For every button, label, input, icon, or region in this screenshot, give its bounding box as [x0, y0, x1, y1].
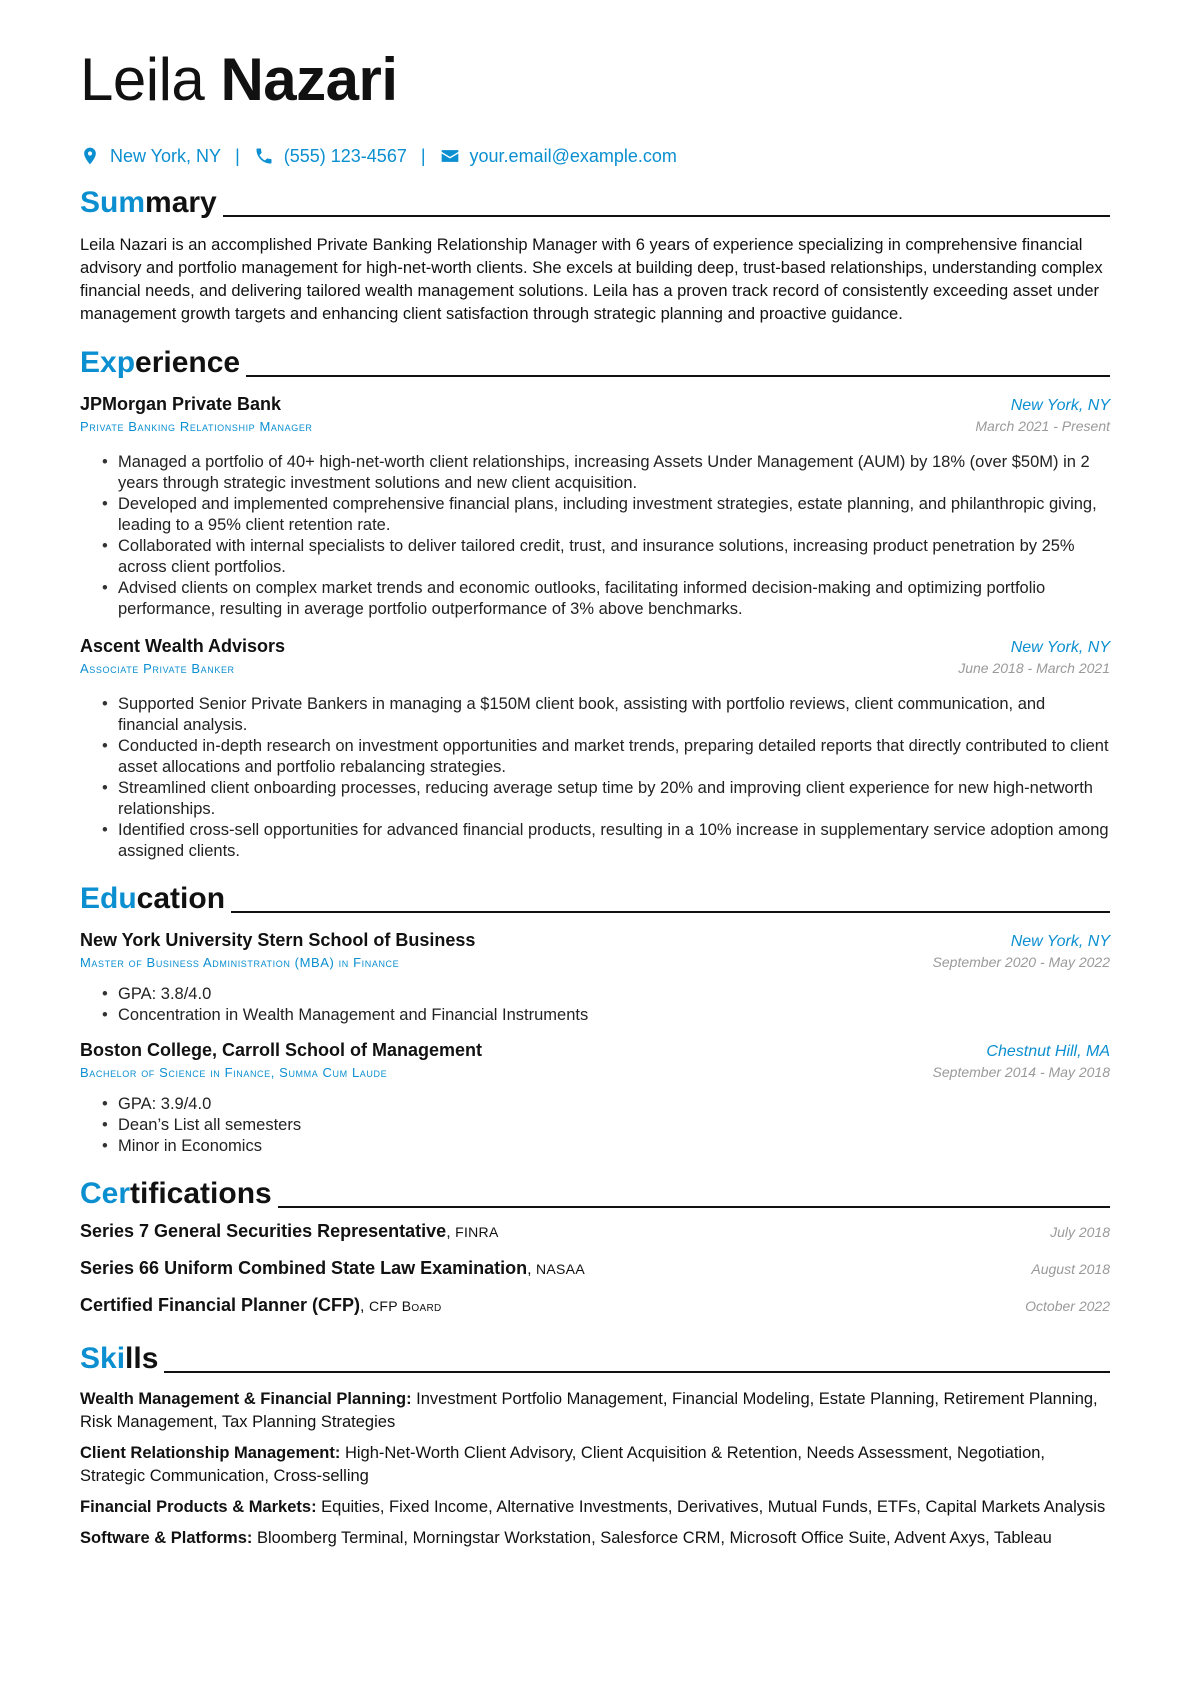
skill-group [80, 1527, 1110, 1550]
list-item: • Supported Senior Private Bankers in managing a $150M client book, assisting with portfolio reviews, client communication, and financial analysis. [118, 694, 1110, 736]
bullet-list [80, 984, 1110, 1026]
skill-group [80, 1442, 1110, 1488]
list-item: • Developed and implemented comprehensive financial plans, including investment strategies, estate planning, and philanthropic giving, leading to a 95% client retention rate. [118, 494, 1110, 536]
section-rule [278, 1206, 1110, 1208]
entry-dates: September 2014 - May 2018 [932, 1064, 1110, 1080]
section-title: Experience [80, 346, 241, 379]
school-name: Boston College, Carroll School of Management [80, 1040, 483, 1060]
cert-name: Series 7 General Securities Representative [80, 1221, 447, 1241]
certification-item: Series 7 General Securities Representative, FINRA July 2018 [80, 1221, 1110, 1241]
certification-item: Series 66 Uniform Combined State Law Examination, NASAA August 2018 [80, 1258, 1110, 1278]
contact-email[interactable] [440, 146, 677, 167]
list-item: • GPA: 3.9/4.0 [118, 1094, 1110, 1115]
entry-location: New York, NY [1010, 397, 1110, 414]
education-entry [80, 1038, 1110, 1157]
skill-group [80, 1496, 1110, 1519]
list-item: • Collaborated with internal specialists to deliver tailored credit, trust, and insurance solutions, increasing product penetration by 25% across client portfolios. [118, 536, 1110, 578]
cert-date: August 2018 [1031, 1261, 1110, 1277]
section-title: Certifications [80, 1177, 272, 1210]
location-text: New York, NY [110, 145, 222, 166]
section-title: Skills [80, 1342, 159, 1375]
map-pin-icon [80, 146, 100, 166]
contact-separator: | [235, 145, 240, 166]
section-heading [80, 184, 1110, 220]
contact-phone[interactable] [254, 146, 407, 167]
section-rule [164, 1371, 1110, 1373]
phone-icon [254, 146, 274, 166]
entry-location: New York, NY [1010, 933, 1110, 950]
list-item: • Concentration in Wealth Management and Financial Instruments [118, 1005, 1110, 1026]
list-item: • Advised clients on complex market trends and economic outlooks, facilitating informed decision-making and optimizing portfolio performance, resulting in average portfolio outperformance of 3% above benchmarks. [118, 578, 1110, 620]
section-rule [223, 215, 1110, 217]
contact-location [80, 146, 221, 167]
list-item: • Managed a portfolio of 40+ high-net-worth client relationships, increasing Assets Under Management (AUM) by 18% (over $50M) in 2 years through strategic investment solutions and new client acquisition. [118, 452, 1110, 494]
section-heading [80, 344, 1110, 380]
section-rule [231, 911, 1110, 913]
list-item: • Dean’s List all semesters [118, 1115, 1110, 1136]
cert-org: FINRA [455, 1224, 499, 1240]
section-heading [80, 880, 1110, 916]
entry-location: Chestnut Hill, MA [986, 1043, 1110, 1060]
section-title: Summary [80, 186, 217, 219]
skill-category: Software & Platforms: [80, 1529, 253, 1547]
entry-location: New York, NY [1010, 639, 1110, 656]
contact-bar [80, 142, 1110, 170]
experience-section [80, 344, 1110, 862]
section-title: Education [80, 882, 226, 915]
cert-date: July 2018 [1050, 1224, 1110, 1240]
job-title: Associate Private Banker [80, 661, 235, 676]
skill-category: Financial Products & Markets: [80, 1498, 317, 1516]
company-name: Ascent Wealth Advisors [80, 636, 286, 656]
experience-entry [80, 392, 1110, 620]
candidate-name [80, 44, 1110, 116]
degree-name: Bachelor of Science in Finance, Summa Cum Laude [80, 1065, 388, 1080]
degree-name: Master of Business Administration (MBA) in Finance [80, 955, 400, 970]
skill-list: Equities, Fixed Income, Alternative Investments, Derivatives, Mutual Funds, ETFs, Capital Markets Analysis [321, 1498, 1106, 1516]
list-item: • Minor in Economics [118, 1136, 1110, 1157]
skill-list: High-Net-Worth Client Advisory, Client Acquisition & Retention, Needs Assessment, Negotiation, Strategic Communication, Cross-selling [80, 1444, 1046, 1485]
section-heading [80, 1175, 1110, 1211]
skill-list: Bloomberg Terminal, Morningstar Workstation, Salesforce CRM, Microsoft Office Suite, Advent Axys, Tableau [256, 1529, 1052, 1547]
bullet-list [80, 452, 1110, 620]
bullet-list [80, 694, 1110, 862]
cert-name: Series 66 Uniform Combined State Law Examination [80, 1258, 528, 1278]
email-text: your.email@example.com [469, 145, 677, 166]
job-title: Private Banking Relationship Manager [80, 419, 313, 434]
skill-category: Wealth Management & Financial Planning: [80, 1390, 412, 1408]
cert-org: CFP Board [368, 1298, 442, 1314]
entry-dates: March 2021 - Present [975, 418, 1110, 434]
experience-entry [80, 634, 1110, 862]
skill-list: Investment Portfolio Management, Financial Modeling, Estate Planning, Retirement Planning, Risk Management, Tax Planning Strategies [80, 1390, 1098, 1431]
cert-name: Certified Financial Planner (CFP) [80, 1295, 361, 1315]
first-name: Leila [80, 46, 205, 113]
summary-section [80, 184, 1110, 326]
list-item: • Identified cross-sell opportunities for advanced financial products, resulting in a 10% increase in supplementary service adoption among assigned clients. [118, 820, 1110, 862]
certifications-section [80, 1175, 1110, 1322]
cert-date: October 2022 [1025, 1298, 1110, 1314]
contact-separator: | [420, 145, 426, 166]
envelope-icon [440, 146, 460, 166]
list-item: • GPA: 3.8/4.0 [118, 984, 1110, 1005]
section-rule [246, 375, 1110, 377]
education-entry [80, 928, 1110, 1026]
phone-text: (555) 123-4567 [283, 145, 407, 166]
entry-dates: September 2020 - May 2022 [932, 954, 1110, 970]
school-name: New York University Stern School of Business [80, 930, 476, 950]
certification-item: Certified Financial Planner (CFP), CFP Board October 2022 [80, 1295, 1110, 1315]
list-item: • Conducted in-depth research on investment opportunities and market trends, preparing detailed reports that directly contributed to client asset allocations and portfolio rebalancing strategies. [118, 736, 1110, 778]
cert-org: NASAA [536, 1261, 585, 1277]
list-item: • Streamlined client onboarding processes, reducing average setup time by 20% and improving client experience for new high-networth relationships. [118, 778, 1110, 820]
skills-section [80, 1340, 1110, 1550]
skill-group [80, 1388, 1110, 1434]
summary-text: Leila Nazari is an accomplished Private Banking Relationship Manager with 6 years of experience specializing in comprehensive financial advisory and portfolio management for high-net-worth clients. She excels at building deep, trust-based relationships, understanding complex financial needs, and delivering tailored wealth management solutions. Leila has a proven track record of consistently exceeding asset under management growth targets and enhancing client satisfaction through strategic planning and proactive guidance. [80, 236, 1103, 323]
company-name: JPMorgan Private Bank [80, 394, 282, 414]
entry-dates: June 2018 - March 2021 [958, 660, 1110, 676]
education-section [80, 880, 1110, 1157]
section-heading [80, 1340, 1110, 1376]
skill-category: Client Relationship Management: [80, 1444, 341, 1462]
bullet-list [80, 1094, 1110, 1157]
last-name: Nazari [220, 46, 398, 113]
